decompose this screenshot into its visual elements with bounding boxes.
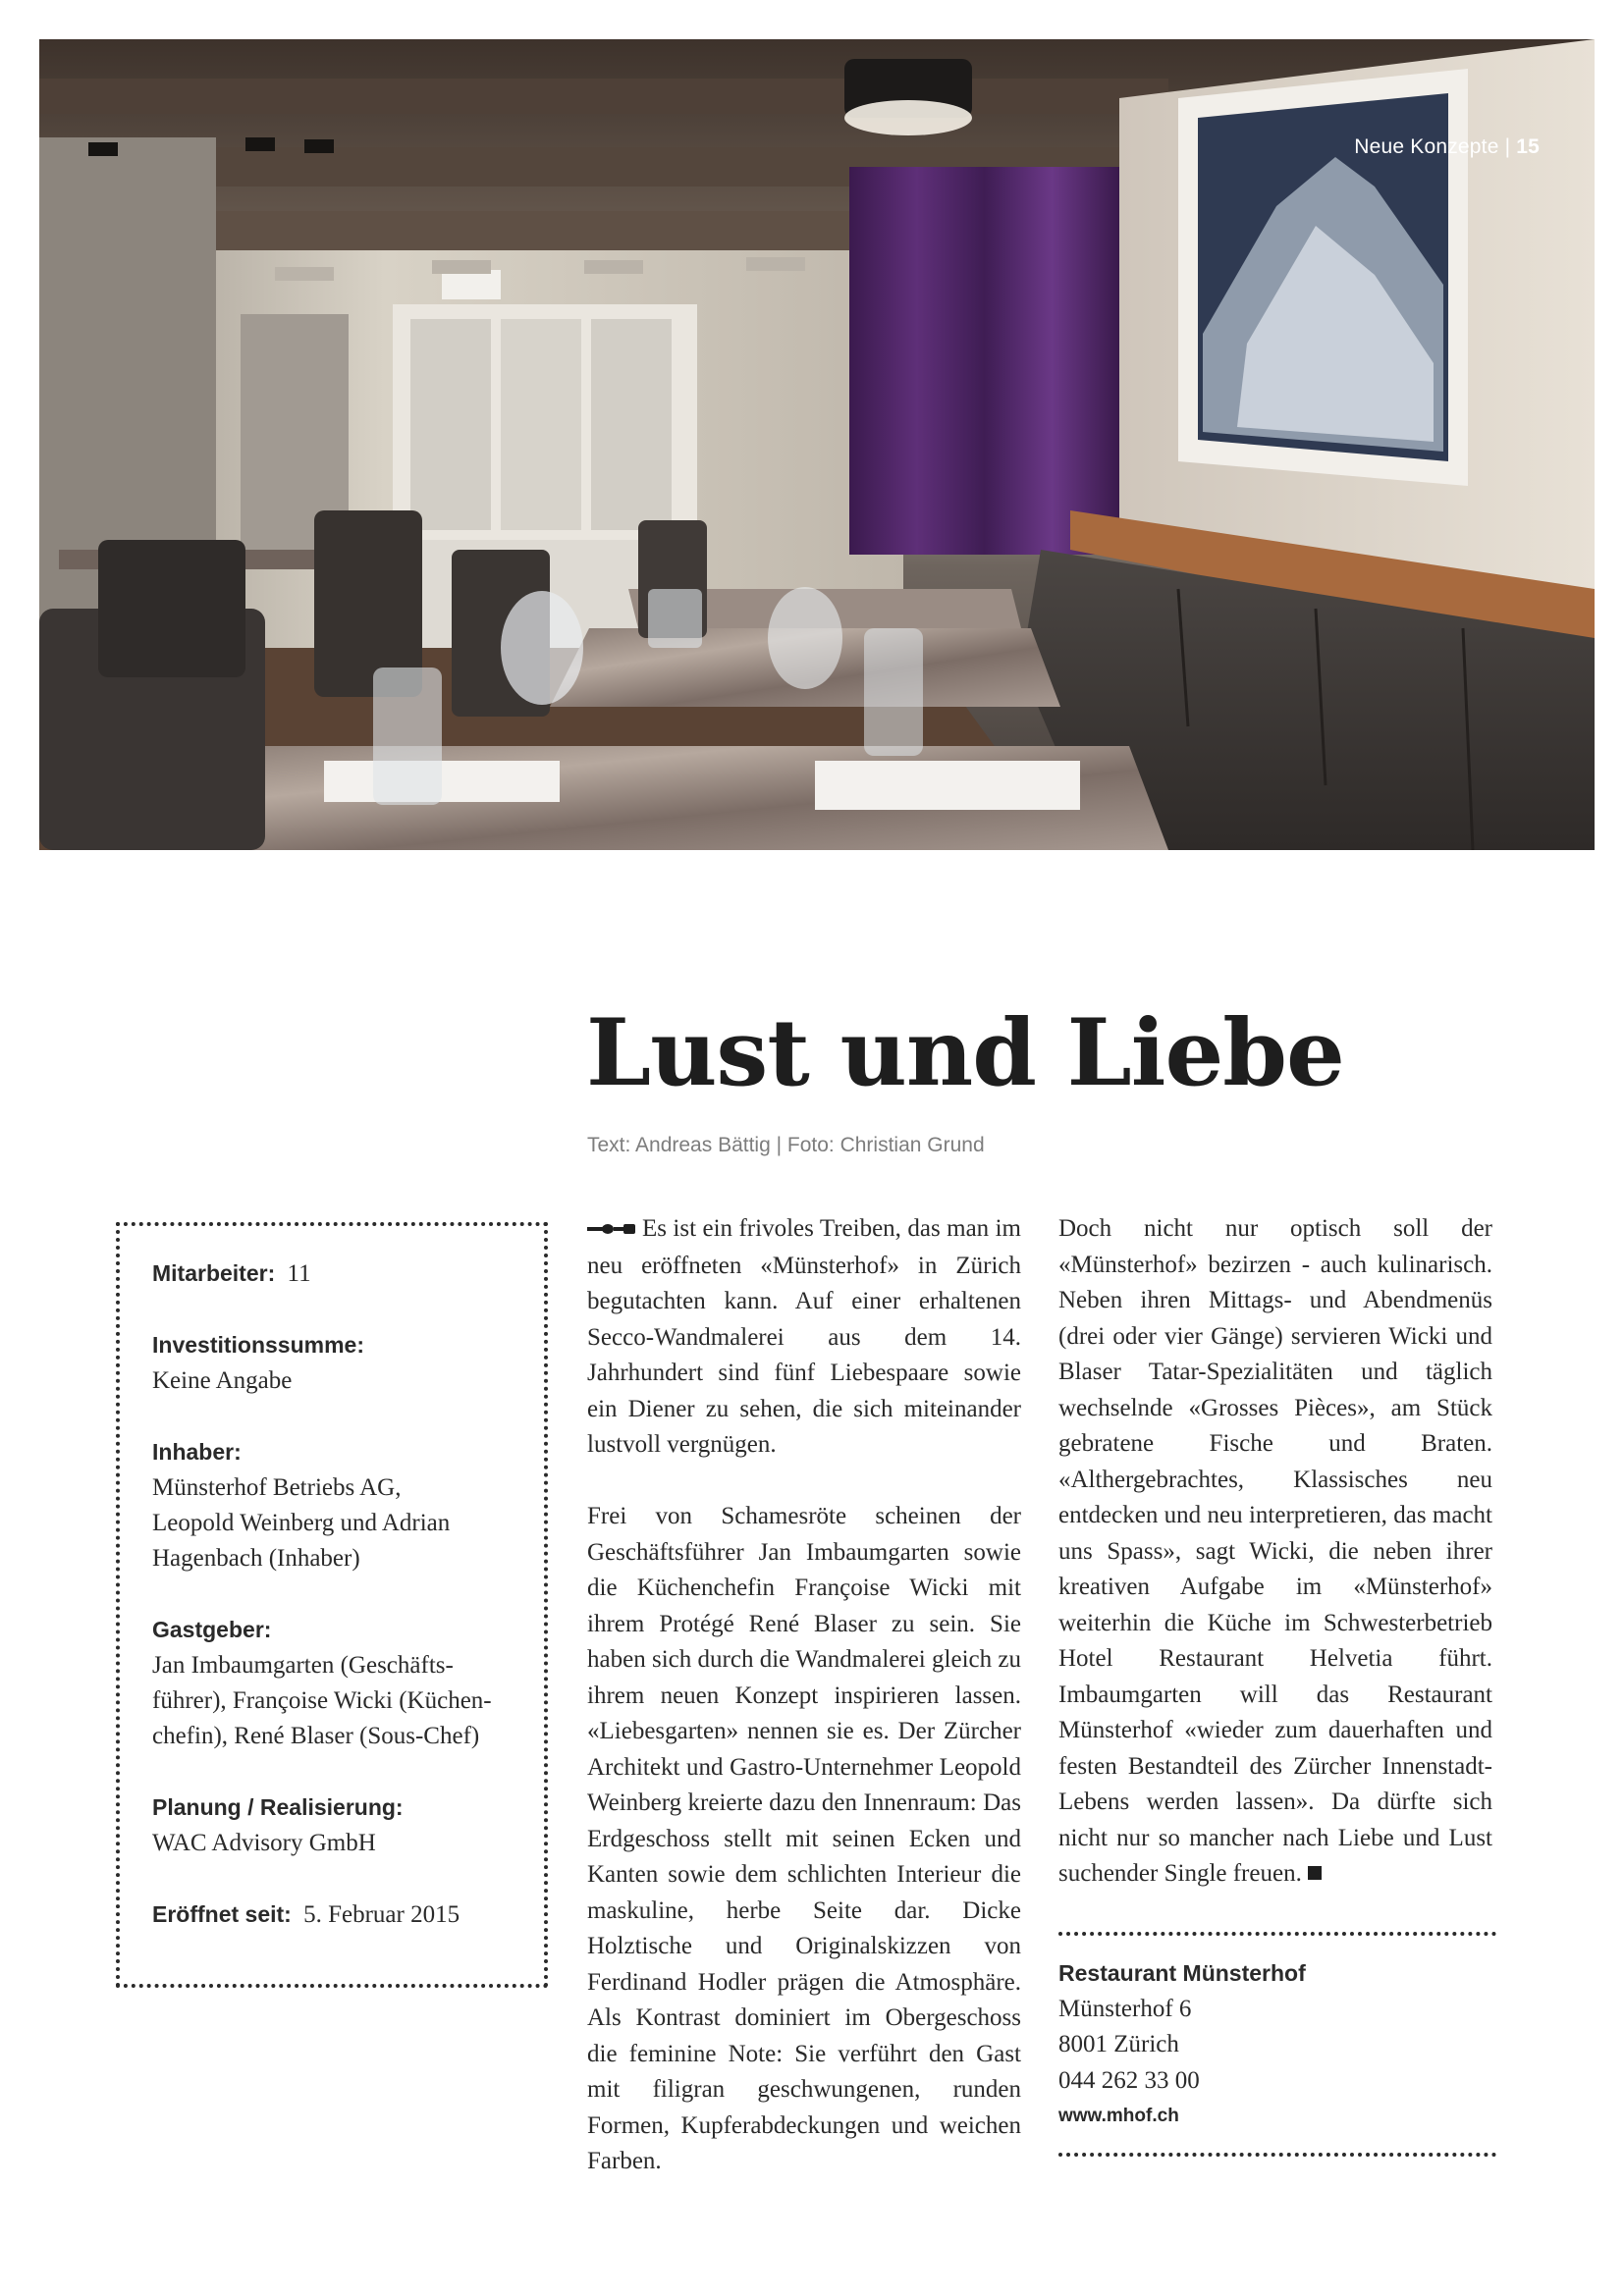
restaurant-website-link[interactable]: www.mhof.ch xyxy=(1058,2106,1179,2126)
paragraph-text: Doch nicht nur optisch soll der «Münsterhof» bezirzen - auch kulinarisch. Neben ihren Mittags- und Abendmenüs (drei oder vier Gänge) servieren Wicki und Blaser Tatar-Spezialitäten und täglich wechselnde «Grosses Pièces», am Stück gebratene Fische und Braten. «Althergebrachtes, Klassisches neu entdecken und neu interpretieren, das macht uns Spass», sagt Wicki, die neben ihrer kreativen Aufgabe im «Münsterhof» weiterhin die Küche im Schwesterbetrieb Hotel Restaurant Helvetia führt. Imbaumgarten will das Restaurant Münsterhof «wieder zum dauerhaften und festen Bestandteil des Zürcher Innenstadt-Lebens werden lassen». Da dürfte sich nicht nur so mancher nach Liebe und Lust suchender Single freuen. xyxy=(1058,1215,1492,1887)
hosts-info xyxy=(152,1612,514,1754)
paragraph-text: Es ist ein frivoles Treiben, das man im neu eröffneten «Münsterhof» in Zürich begutachten kann. Auf einer erhaltenen Secco-Wandmalerei aus dem 14. Jahrhundert sind fünf Liebespaare sowie ein Diener zu sehen, die sich miteinander lustvoll vergnügen. xyxy=(587,1215,1021,1459)
article-column-2 xyxy=(1058,1211,1492,1928)
hosts-line: führer), Françoise Wicki (Küchen- xyxy=(152,1687,492,1714)
planning-value: WAC Advisory GmbH xyxy=(152,1830,376,1856)
facts-box xyxy=(116,1222,548,1988)
restaurant-address-box xyxy=(1058,1932,1496,2157)
planning-label: Planung / Realisierung: xyxy=(152,1794,404,1820)
article-column-1 xyxy=(587,1211,1021,2216)
owner-line: Münsterhof Betriebs AG, xyxy=(152,1474,402,1501)
page-number: 15 xyxy=(1516,135,1540,158)
section-name: Neue Konzepte xyxy=(1354,135,1499,158)
restaurant-name: Restaurant Münsterhof xyxy=(1058,1960,1306,1986)
investment-label: Investitionssumme: xyxy=(152,1332,364,1358)
paragraph-intro xyxy=(587,1211,1021,1464)
paragraph-closing xyxy=(1058,1211,1492,1893)
owner-line: Hagenbach (Inhaber) xyxy=(152,1545,360,1572)
owner-line: Leopold Weinberg und Adrian xyxy=(152,1510,451,1536)
employees-label: Mitarbeiter: xyxy=(152,1260,276,1286)
planning-info xyxy=(152,1789,514,1861)
hosts-label: Gastgeber: xyxy=(152,1617,272,1642)
header-separator: | xyxy=(1504,135,1511,158)
article-credits: Text: Andreas Bättig | Foto: Christian Grund xyxy=(587,1134,985,1156)
article-title: Lust und Liebe xyxy=(586,999,1344,1107)
end-of-article-square-icon xyxy=(1308,1866,1322,1880)
section-header xyxy=(1354,135,1540,159)
opened-info xyxy=(152,1896,514,1933)
opened-value: 5. Februar 2015 xyxy=(303,1901,460,1928)
opened-label: Eröffnet seit: xyxy=(152,1901,292,1927)
paragraph: Frei von Schamesröte scheinen der Geschäftsführer Jan Imbaumgarten sowie die Küchenchefin Françoise Wicki mit ihrem Protégé René Blaser zu sein. Sie haben sich durch die Wandmalerei gleich zu ihrem neuen Konzept inspirieren lassen. «Liebesgarten» nennen sie es. Der Zürcher Architekt und Gastro-Unternehmer Leopold Weinberg kreierte dazu den Innenraum: Das Erdgeschoss stellt mit seinen Ecken und Kanten sowie dem schlichten Interieur die maskuline, herbe Seite dar. Dicke Holztische und Originalskizzen von Ferdinand Hodler prägen die Atmosphäre. Als Kontrast dominiert im Obergeschoss die feminine Note: Sie verführt den Gast mit filigran geschwungenen, runden Formen, Kupferabdeckungen und weichen Farben. xyxy=(587,1503,1021,2175)
photo-illustration xyxy=(39,39,1595,850)
investment-info xyxy=(152,1327,514,1399)
restaurant-phone: 044 262 33 00 xyxy=(1058,2066,1200,2094)
owner-label: Inhaber: xyxy=(152,1439,242,1465)
owner-info xyxy=(152,1434,514,1576)
employees-info xyxy=(152,1255,514,1292)
restaurant-city: 8001 Zürich xyxy=(1058,2031,1179,2057)
restaurant-interior-photo xyxy=(39,39,1595,850)
cutlery-icon xyxy=(587,1212,636,1249)
investment-value: Keine Angabe xyxy=(152,1367,293,1394)
employees-value: 11 xyxy=(287,1260,311,1287)
hosts-line: chefin), René Blaser (Sous-Chef) xyxy=(152,1723,480,1749)
hosts-line: Jan Imbaumgarten (Geschäfts- xyxy=(152,1652,454,1679)
restaurant-street: Münsterhof 6 xyxy=(1058,1995,1192,2022)
